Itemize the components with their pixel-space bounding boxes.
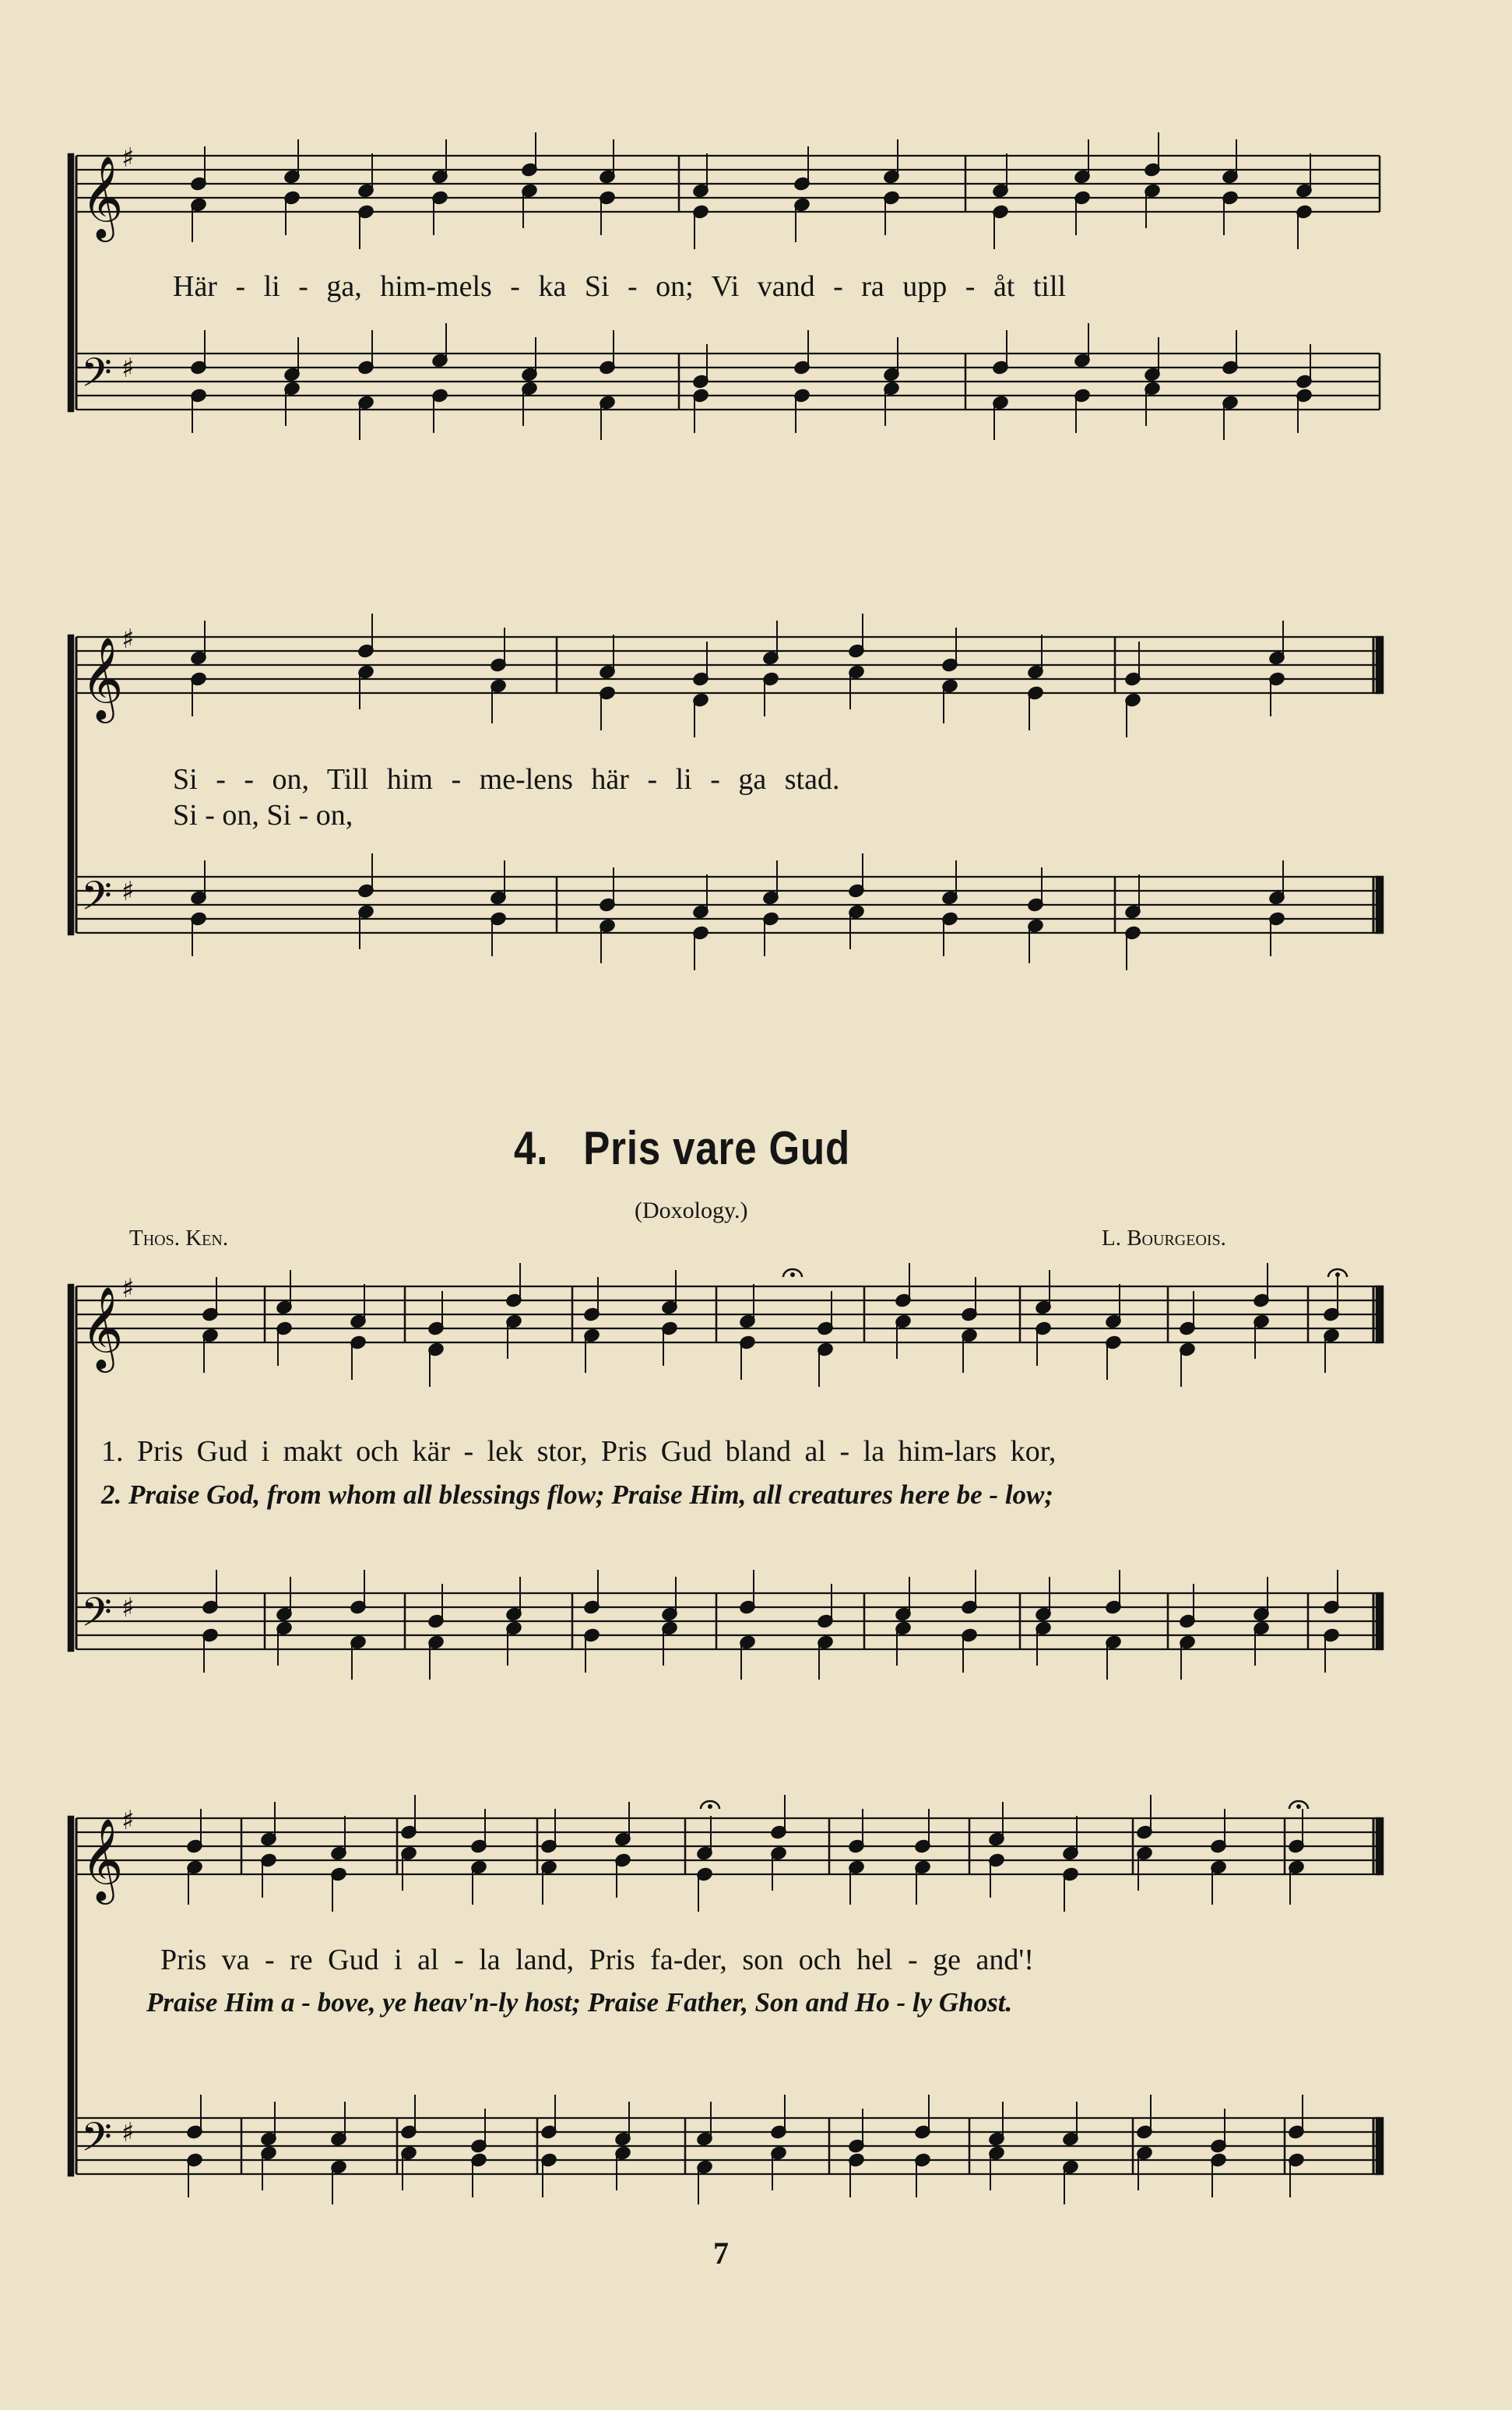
sharp-icon: ♯ (121, 1592, 135, 1624)
note-icon (202, 1277, 219, 1322)
hymn-title (514, 1121, 850, 1175)
note-icon (883, 381, 900, 426)
note-icon (848, 1859, 865, 1905)
note-icon (692, 874, 709, 920)
hymn4-line1-english: 2. Praise God, from whom all blessings flow; Praise Him, all creatures here be - low; (101, 1479, 1054, 1510)
note-icon (283, 381, 301, 426)
hymn-author: Thos. Ken. (129, 1226, 229, 1251)
sharp-icon: ♯ (121, 142, 135, 174)
sharp-icon: ♯ (121, 2117, 135, 2148)
note-icon (431, 190, 448, 235)
note-icon (1296, 204, 1313, 249)
note-icon (1296, 388, 1313, 433)
note-icon (1035, 1321, 1052, 1366)
note-icon (521, 132, 538, 178)
note-icon (696, 2159, 713, 2204)
note-icon (1136, 1795, 1153, 1840)
note-icon (1179, 1342, 1196, 1387)
note-icon (599, 867, 616, 913)
note-icon (1062, 2102, 1079, 2147)
bass-clef-icon: 𝄢 (81, 1588, 112, 1645)
note-icon (895, 1620, 912, 1666)
note-icon (739, 1570, 756, 1615)
note-icon (1035, 1577, 1052, 1622)
sharp-icon: ♯ (121, 876, 135, 907)
note-icon (1288, 2152, 1305, 2197)
note-icon (661, 1577, 678, 1622)
bass-clef-icon: 𝄢 (81, 2113, 112, 2170)
note-icon (190, 330, 207, 375)
note-icon (1268, 911, 1285, 956)
final-barline (1377, 2118, 1383, 2174)
note-icon (583, 1570, 600, 1615)
note-icon (190, 197, 207, 242)
note-icon (696, 2102, 713, 2147)
note-icon (1288, 2095, 1305, 2140)
note-icon (817, 1634, 834, 1680)
note-icon (540, 2152, 557, 2197)
note-icon (1210, 2152, 1227, 2197)
note-icon (941, 911, 958, 956)
note-icon (330, 1816, 347, 1861)
sharp-icon: ♯ (121, 353, 135, 384)
note-icon (1144, 183, 1161, 228)
note-icon (330, 2102, 347, 2147)
note-icon (1179, 1291, 1196, 1336)
note-icon (1253, 1577, 1270, 1622)
note-icon (817, 1291, 834, 1336)
note-icon (914, 2152, 931, 2197)
note-icon (505, 1577, 522, 1622)
note-icon (1210, 1809, 1227, 1854)
note-icon (540, 1809, 557, 1854)
note-icon (1074, 190, 1091, 235)
note-icon (1027, 685, 1044, 730)
note-icon (1253, 1314, 1270, 1359)
note-icon (914, 1859, 931, 1905)
treble-staff (76, 1818, 1380, 1874)
note-icon (988, 2145, 1005, 2190)
note-icon (1144, 381, 1161, 426)
bass-clef-icon: 𝄢 (81, 349, 112, 406)
note-icon (961, 1328, 978, 1373)
note-icon (1105, 1284, 1122, 1329)
note-icon (260, 2145, 277, 2190)
note-icon (350, 1570, 367, 1615)
note-icon (817, 1342, 834, 1387)
fermata-icon (701, 1801, 719, 1809)
note-icon (1136, 1845, 1153, 1891)
note-icon (490, 678, 507, 723)
note-icon (1105, 1634, 1122, 1680)
note-icon (202, 1328, 219, 1373)
note-icon (692, 692, 709, 737)
note-icon (1062, 1866, 1079, 1912)
note-icon (283, 337, 301, 382)
note-icon (1296, 153, 1313, 199)
note-icon (202, 1627, 219, 1673)
note-icon (661, 1270, 678, 1315)
note-icon (599, 685, 616, 730)
note-icon (614, 1802, 631, 1847)
note-icon (505, 1314, 522, 1359)
note-icon (260, 1802, 277, 1847)
bass-clef-icon: 𝄢 (81, 872, 112, 929)
note-icon (1288, 1859, 1305, 1905)
system1-lyric: Här - li - ga, him-mels - ka Si - on; Vi vand - ra upp - åt till (173, 270, 1067, 303)
note-icon (770, 2095, 787, 2140)
note-icon (540, 2095, 557, 2140)
note-icon (400, 1845, 417, 1891)
note-icon (490, 628, 507, 673)
note-icon (1210, 2109, 1227, 2154)
note-icon (1062, 2159, 1079, 2204)
bass-staff (76, 354, 1380, 410)
note-icon (350, 1634, 367, 1680)
note-icon (1124, 874, 1141, 920)
note-icon (614, 2145, 631, 2190)
note-icon (599, 918, 616, 963)
sharp-icon: ♯ (121, 1273, 135, 1304)
note-icon (1124, 642, 1141, 687)
note-icon (190, 621, 207, 666)
note-icon (186, 2095, 203, 2140)
note-icon (427, 1584, 445, 1629)
note-icon (431, 388, 448, 433)
note-icon (330, 1866, 347, 1912)
treble-clef-icon: 𝄞 (81, 155, 124, 238)
note-icon (357, 395, 374, 440)
note-icon (505, 1620, 522, 1666)
note-icon (599, 395, 616, 440)
note-icon (848, 2109, 865, 2154)
note-icon (583, 1627, 600, 1673)
note-icon (283, 139, 301, 185)
hymn-subtitle: (Doxology.) (635, 1198, 748, 1223)
note-icon (692, 204, 709, 249)
note-icon (202, 1570, 219, 1615)
note-icon (190, 146, 207, 192)
note-icon (895, 1577, 912, 1622)
note-icon (1268, 860, 1285, 906)
note-icon (696, 1816, 713, 1861)
note-icon (1124, 692, 1141, 737)
note-icon (762, 911, 779, 956)
note-icon (276, 1620, 293, 1666)
system2-lyric-2: Si - on, Si - on, (173, 799, 353, 832)
note-icon (848, 904, 865, 949)
note-icon (276, 1270, 293, 1315)
note-icon (186, 1859, 203, 1905)
note-icon (357, 853, 374, 899)
note-icon (817, 1584, 834, 1629)
note-icon (357, 614, 374, 659)
note-icon (661, 1620, 678, 1666)
bass-staff (76, 877, 1380, 933)
note-icon (1136, 2145, 1153, 2190)
final-barline (1377, 637, 1383, 693)
note-icon (1323, 1570, 1340, 1615)
note-icon (1222, 395, 1239, 440)
note-icon (357, 330, 374, 375)
note-icon (1027, 867, 1044, 913)
note-icon (961, 1277, 978, 1322)
note-icon (770, 2145, 787, 2190)
page-number: 7 (713, 2236, 729, 2271)
note-icon (521, 183, 538, 228)
hymn4-line2-swedish: Pris va - re Gud i al - la land, Pris fa-der, son och hel - ge and'! (160, 1944, 1034, 1976)
note-icon (1323, 1328, 1340, 1373)
hymn4-line2-english: Praise Him a - bove, ye heav'n-ly host; Praise Father, Son and Ho - ly Ghost. (146, 1987, 1013, 2018)
fermata-icon (783, 1269, 802, 1277)
final-barline (1377, 877, 1383, 933)
note-icon (848, 2152, 865, 2197)
note-icon (895, 1314, 912, 1359)
note-icon (692, 642, 709, 687)
note-icon (692, 344, 709, 389)
note-icon (1074, 323, 1091, 368)
note-icon (692, 153, 709, 199)
note-icon (260, 1852, 277, 1898)
note-icon (490, 911, 507, 956)
final-barline (1377, 1286, 1383, 1342)
note-icon (692, 925, 709, 970)
note-icon (599, 330, 616, 375)
note-icon (190, 860, 207, 906)
note-icon (941, 860, 958, 906)
note-icon (770, 1795, 787, 1840)
note-icon (1179, 1634, 1196, 1680)
sharp-icon: ♯ (121, 624, 135, 655)
note-icon (1222, 330, 1239, 375)
note-icon (941, 678, 958, 723)
note-icon (793, 197, 811, 242)
note-icon (1035, 1270, 1052, 1315)
note-icon (614, 2102, 631, 2147)
note-icon (961, 1570, 978, 1615)
note-icon (848, 1809, 865, 1854)
note-icon (260, 2102, 277, 2147)
note-icon (992, 153, 1009, 199)
note-icon (350, 1284, 367, 1329)
note-icon (762, 860, 779, 906)
note-icon (988, 1852, 1005, 1898)
note-icon (1323, 1627, 1340, 1673)
hymn-composer: L. Bourgeois. (1102, 1226, 1226, 1251)
fermata-icon (1289, 1801, 1308, 1809)
note-icon (1136, 2095, 1153, 2140)
note-icon (357, 904, 374, 949)
treble-clef-icon: 𝄞 (81, 1286, 124, 1369)
note-icon (614, 1852, 631, 1898)
note-icon (1027, 918, 1044, 963)
note-icon (350, 1335, 367, 1380)
note-icon (470, 2152, 487, 2197)
note-icon (941, 628, 958, 673)
note-icon (1074, 139, 1091, 185)
note-icon (427, 1634, 445, 1680)
note-icon (470, 1809, 487, 1854)
note-icon (1210, 1859, 1227, 1905)
note-icon (400, 1795, 417, 1840)
note-icon (186, 2152, 203, 2197)
note-icon (1062, 1816, 1079, 1861)
note-icon (521, 381, 538, 426)
treble-staff (76, 637, 1380, 693)
note-icon (357, 664, 374, 709)
note-icon (961, 1627, 978, 1673)
note-icon (583, 1328, 600, 1373)
note-icon (914, 1809, 931, 1854)
system-brace (69, 154, 73, 411)
note-icon (883, 337, 900, 382)
note-icon (992, 330, 1009, 375)
note-icon (793, 330, 811, 375)
system-brace (69, 1285, 73, 1651)
note-icon (505, 1263, 522, 1308)
note-icon (599, 139, 616, 185)
note-icon (599, 190, 616, 235)
note-icon (1074, 388, 1091, 433)
note-icon (283, 190, 301, 235)
system-brace (69, 635, 73, 934)
sharp-icon: ♯ (121, 1805, 135, 1836)
note-icon (1222, 190, 1239, 235)
note-icon (276, 1321, 293, 1366)
note-icon (330, 2159, 347, 2204)
fermata-icon (1328, 1269, 1347, 1277)
note-icon (583, 1277, 600, 1322)
hymn-title-text: Pris vare Gud (583, 1122, 851, 1174)
note-icon (1179, 1584, 1196, 1629)
note-icon (1323, 1277, 1340, 1322)
note-icon (190, 671, 207, 716)
note-icon (1222, 139, 1239, 185)
note-icon (427, 1291, 445, 1336)
note-icon (793, 146, 811, 192)
hymn4-line1-swedish: 1. Pris Gud i makt och kär - lek stor, Pris Gud bland al - la him-lars kor, (101, 1435, 1057, 1468)
note-icon (400, 2095, 417, 2140)
note-icon (1105, 1570, 1122, 1615)
note-icon (431, 323, 448, 368)
note-icon (914, 2095, 931, 2140)
note-icon (427, 1342, 445, 1387)
note-icon (540, 1859, 557, 1905)
treble-staff (76, 156, 1380, 212)
note-icon (1253, 1263, 1270, 1308)
treble-clef-icon: 𝄞 (81, 636, 124, 719)
note-icon (692, 388, 709, 433)
note-icon (490, 860, 507, 906)
note-icon (1288, 1809, 1305, 1854)
note-icon (883, 190, 900, 235)
note-icon (190, 388, 207, 433)
note-icon (883, 139, 900, 185)
system-brace (69, 1817, 73, 2176)
note-icon (186, 1809, 203, 1854)
note-icon (762, 671, 779, 716)
note-icon (988, 2102, 1005, 2147)
note-icon (1268, 671, 1285, 716)
note-icon (1253, 1620, 1270, 1666)
note-icon (988, 1802, 1005, 1847)
note-icon (400, 2145, 417, 2190)
note-icon (739, 1284, 756, 1329)
note-icon (521, 337, 538, 382)
note-icon (1296, 344, 1313, 389)
note-icon (276, 1577, 293, 1622)
note-icon (848, 664, 865, 709)
note-icon (848, 853, 865, 899)
note-icon (470, 1859, 487, 1905)
note-icon (1144, 337, 1161, 382)
note-icon (696, 1866, 713, 1912)
note-icon (1124, 925, 1141, 970)
note-icon (1035, 1620, 1052, 1666)
note-icon (1027, 635, 1044, 680)
note-icon (895, 1263, 912, 1308)
note-icon (1268, 621, 1285, 666)
system2-lyric-1: Si - - on, Till him - me-lens här - li - ga stad. (173, 763, 840, 796)
note-icon (992, 395, 1009, 440)
bass-staff (76, 2118, 1380, 2174)
note-icon (739, 1634, 756, 1680)
treble-clef-icon: 𝄞 (81, 1817, 124, 1901)
note-icon (190, 911, 207, 956)
note-icon (1144, 132, 1161, 178)
note-icon (992, 204, 1009, 249)
final-barline (1377, 1818, 1383, 1874)
note-icon (793, 388, 811, 433)
note-icon (1105, 1335, 1122, 1380)
note-icon (599, 635, 616, 680)
note-icon (762, 621, 779, 666)
note-icon (357, 153, 374, 199)
note-icon (770, 1845, 787, 1891)
note-icon (739, 1335, 756, 1380)
hymn-number: 4. (514, 1122, 549, 1174)
final-barline (1377, 1593, 1383, 1649)
note-icon (661, 1321, 678, 1366)
note-icon (470, 2109, 487, 2154)
note-icon (848, 614, 865, 659)
note-icon (431, 139, 448, 185)
note-icon (357, 204, 374, 249)
